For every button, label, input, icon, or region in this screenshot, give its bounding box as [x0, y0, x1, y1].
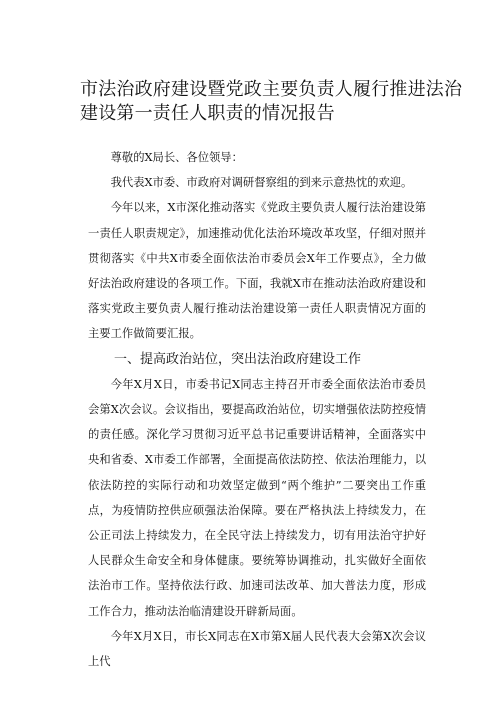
section-1-paragraph-2: 今年X月X日，市长X同志在X市第X届人民代表大会第X次会议上代	[88, 629, 426, 669]
document-title	[80, 78, 463, 126]
salutation: 尊敬的X局长、各位领导：	[110, 151, 243, 164]
paragraph-welcome: 我代表X市委、市政府对调研督察组的到来示意热忱的欢迎。	[110, 176, 413, 190]
document-body	[88, 145, 426, 674]
paragraph-intro: 今年以来，X市深化推动落实《党政主要负责人履行法治建设第一责任人职责规定》，加速推动优化法治环境改革攻坚，仔细对照并贯彻落实《中共X市委全面依法治市委员会X年工作要点》，全力做好法治政府建设的各项工作。下面，我就X市在推动法治政府建设和落实党政主要负责人履行推动法治建设第一责任人职责情况方面的主要工作做简要汇报。	[88, 201, 426, 341]
title-line-2: 建设第一责任人职责的情况报告	[80, 103, 335, 124]
section-heading-1: 一、提高政治站位，突出法治政府建设工作	[114, 351, 362, 367]
section-1-paragraph-1: 今年X月X日，市委书记X同志主持召开市委全面依法治市委员会第X次会议。会议指出，要提高政治站位，切实增强依法防控疫情的责任感。深化学习贯彻习近平总书记重要讲话精神，全面落实中央和省委、X市委工作部署，全面提高依法防控、依法治理能力，以依法防控的实际行动和功效坚定做到“两个维护”二要突出工作重点，为疫情防控供应硕强法治保障。要在严格执法上持续发力，在公正司法上持续发力，在全民守法上持续发力，切有用法治守护好人民群众生命安全和身体健康。要统筹协调推动，扎实做好全面依法治市工作。坚持依法行政、加速司法改革、加大普法力度，形成工作合力，推动法治临清建设开辟新局面。	[88, 377, 426, 618]
title-line-1: 市法治政府建设暨党政主要负责人履行推进法治	[80, 79, 463, 100]
